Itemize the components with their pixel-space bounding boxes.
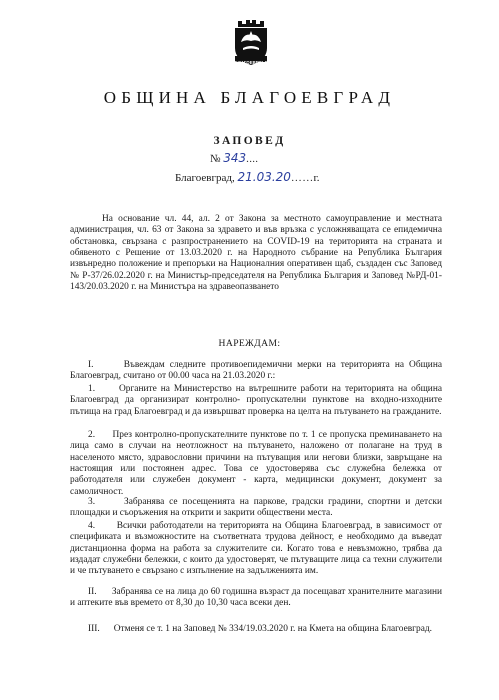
date-dots: ……: [290, 172, 314, 184]
section-text: Въвеждам следните противоепидемични мерки на територията на Община Благоевград, считано от 00.00 часа на 21.03.2020 г.:: [70, 360, 442, 382]
municipality-title: ОБЩИНА БЛАГОЕВГРАД: [103, 88, 396, 107]
section-4: [70, 521, 442, 578]
section-ii: [70, 587, 442, 610]
year-suffix: г.: [313, 172, 320, 184]
order-number: 343: [223, 151, 247, 165]
section-2: [70, 430, 442, 498]
section-i: [70, 360, 442, 383]
order-date: 21.03.20: [237, 170, 291, 184]
number-dots: ....: [246, 153, 259, 165]
section-label: 4.: [88, 521, 96, 531]
section-label: 3.: [88, 497, 96, 507]
section-text: Отменя се т. 1 на Заповед № 334/19.03.2020 г. на Кмета на община Благоевград.: [113, 624, 432, 634]
section-text: Всички работодатели на територията на Община Благоевград, в зависимост от спецификата и възможностите на съответната трудова дейност, е необходимо да въведат дистанционна форма на работа за служителите си. Когато това е невъзможно, трябва да издадат служебни бележки, с които да удостоверят, че пътуващите лица са техни служители и че пътуването е свързано с изпълнение на задълженията им.: [70, 521, 443, 577]
number-prefix: №: [210, 153, 221, 165]
section-iii: [70, 624, 442, 635]
section-label: 1.: [88, 384, 96, 394]
decree-heading: НАРЕЖДАМ:: [218, 338, 281, 349]
section-label: 2.: [88, 430, 96, 440]
order-title: ЗАПОВЕД: [213, 135, 286, 147]
section-label: II.: [88, 587, 97, 597]
section-text: Забранява се посещенията на парковe, градски градини, спортни и детски площадки и съоръжения на открити и закрити обществени места.: [70, 497, 442, 519]
coat-of-arms-icon: [232, 18, 270, 66]
preamble: На основание чл. 44, ал. 2 от Закона за местното самоуправление и местната администрация, чл. 63 от Закона за здравето и във връзка с усложняващата се епидемична обстановка, свързана с разпространението на COVID-19 на територията на страната и обявеното с Решение от 13.03.2020 г. на Народното събрание на Република България извънредно положение и препоръки на Националния оперативен щаб, създаден със Заповед № Р-37/26.02.2020 г. на Министър-председателя на Република България и Заповед №РД-01-143/20.03.2020 г. на Министъра на здравеопазването: [70, 214, 442, 293]
section-label: III.: [88, 624, 100, 634]
section-text: Органите на Министерство на вътрешните работи на територията на община Благоевград да организират контролно- пропускателни пунктове на входно-изходните пътища на град Благоевград и да извършват проверка на целта на пътуването на гражданите.: [70, 384, 442, 417]
section-1: [70, 384, 442, 418]
section-text: През контролно-пропускателните пунктове по т. 1 се пропуска преминаването на лица само в случаи на неотложност на пътуването, наложено от полагане на труд в населеното място, здравословни причини на пътуващия или негови близки, завръщане на настоящия или постоянен адрес. Това се удостоверява със служебна бележка от работодателя или служебен документ - карта, медицински документ, документ за самоличност.: [70, 430, 442, 497]
section-text: Забранява се на лица до 60 годишна възраст да посещават хранителните магазини и аптеките във времето от 8,30 до 10,30 часа всеки ден.: [70, 587, 442, 609]
order-number-line: [210, 151, 258, 165]
place-date-line: [175, 170, 320, 184]
section-3: [70, 497, 442, 520]
crest-shield-icon: [232, 18, 270, 66]
section-label: I.: [88, 360, 94, 370]
place: Благоевград,: [175, 172, 235, 184]
crest-caption: БЛАГОЕВГРАД: [234, 60, 268, 65]
